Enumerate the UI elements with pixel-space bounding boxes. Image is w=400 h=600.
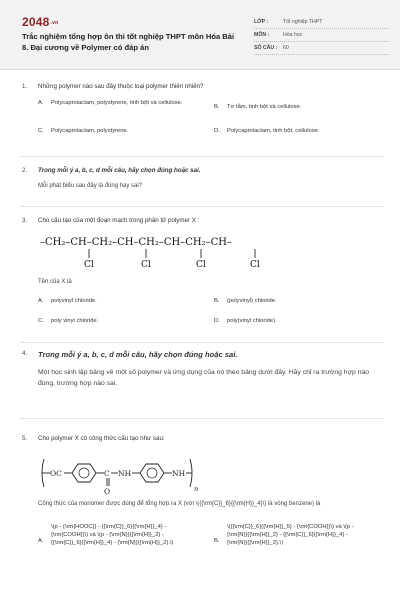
question-1: 1. Những polymer nào sau đây thuộc loại polymer thiên nhiên? A. Polycaprolactam, polystyrene, tinh bột và cellulose. B. Tơ tằm, tinh bột và cellulose. C. Polycaprolactam, polystyrene. D. Polycaprolactam, tinh bột, cellulose. [22, 82, 384, 143]
group-label: OC [50, 469, 62, 478]
divider [20, 342, 384, 343]
question-1-options [38, 99, 384, 143]
option-c[interactable]: C. poly vinyl chloride. [38, 318, 99, 324]
option-a[interactable]: A. polyvinyl chloride. [38, 298, 97, 304]
group-label: C [104, 469, 110, 478]
option-b[interactable]: B. \({{\rm{C}}_6}{{\rm{H}}_5} - {\rm{COOH}}\) và \(p - {\rm{N}}{{\rm{H}}_2} - {{\rm{C}}_6}{{\rm{H}}_4} - {\rm{N}}{{\rm{H}}_2}.\) [214, 524, 354, 546]
question-5-options [38, 523, 384, 571]
group-label: NH [172, 469, 186, 478]
chlorine-label: Cl [84, 260, 94, 270]
chlorine-label: Cl [141, 260, 151, 270]
formula-main-chain: –CH₂–CH–CH₂–CH–CH₂–CH–CH₂–CH– [40, 237, 233, 248]
divider [20, 418, 384, 419]
polymer-x-structure [38, 445, 384, 497]
divider [20, 206, 384, 207]
meta-row-class: LỚP : Tốt nghiệp THPT [254, 16, 389, 29]
question-4: 4. Trong mỗi ý a, b, c, d mỗi câu, hãy chọn đúng hoặc sai. Một học sinh lập bảng về một số polymer và ứng dụng của nó theo bảng dưới đây. Hãy chỉ ra trường hợp nào đúng, trường hợp nào sai. [22, 350, 370, 387]
option-c[interactable]: C. Polycaprolactam, polystyrene. [38, 128, 129, 134]
question-list [0, 70, 400, 600]
document-title: Trắc nghiệm tổng hợp ôn thi tốt nghiệp THPT môn Hóa Bài 8. Đại cương về Polymer có đáp án [22, 32, 235, 52]
meta-row-count: SỐ CÂU : 60 [254, 42, 389, 55]
question-3-options [38, 297, 384, 323]
benzene-ring [72, 464, 96, 482]
chlorine-label: Cl [250, 260, 260, 270]
group-label: O [104, 487, 111, 496]
option-a[interactable]: A. Polycaprolactam, polystyrene, tinh bột và cellulose. [38, 100, 183, 106]
chlorine-label: Cl [196, 260, 206, 270]
divider [20, 156, 384, 157]
option-d[interactable]: D. poly(vinyl chloride). [214, 318, 277, 324]
option-b[interactable]: B. Tơ tằm, tinh bột và cellulose. [214, 104, 302, 110]
option-b[interactable]: B. (polyvinyl) chloride. [214, 298, 277, 304]
pvc-structure-formula [38, 229, 384, 275]
benzene-ring [140, 464, 164, 482]
page-header [0, 0, 400, 70]
question-2: 2. Trong mỗi ý a, b, c, d mỗi câu, hãy chọn đúng hoặc sai. Mỗi phát biểu sau đây là đúng hay sai? [22, 167, 201, 189]
meta-row-subject: MÔN : Hóa học [254, 29, 389, 42]
site-logo[interactable]: 2048.vn [22, 15, 59, 29]
question-5: 5. Cho polymer X có công thức cấu tạo như sau: OC C O NH NH n Công thức của monomer được dùng để tổng hợp ra X (với \({{\rm{C}}_6}{{\rm{H}}_4}\) là vòng benzene) là A. \(p - {\rm{HOOC}} - {{\rm{C}}_6}{{\rm{H}}_4} - {\rm{COOH}}\) và \(p - {\rm{N}}{{\rm{H}}_2} - {{\rm{C}}_6}{{\rm{H}}_4} - {\rm{N}}{{\rm{H}}_2}.\) B. \({{\rm{C}}_6}{{\rm{H}}_5} - {\rm{COOH}}\) và \(p - {\rm{N}}{{\rm{H}}_2} - {{\rm{C}}_6}{{\rm{H}}_4} - {\rm{N}}{{\rm{H}}_2}.\) [22, 434, 384, 571]
repeat-index: n [194, 485, 199, 493]
question-3: 3. Cho cấu tạo của một đoạn mạch trong phân tử polymer X : –CH₂–CH–CH₂–CH–CH₂–CH–CH₂–CH– Cl Cl Cl Cl Tên của X là A. polyvinyl chloride. B. (polyvinyl) chloride. C. poly vinyl chloride. D. poly(vinyl chloride). [22, 216, 384, 323]
option-a[interactable]: A. \(p - {\rm{HOOC}} - {{\rm{C}}_6}{{\rm{H}}_4} - {\rm{COOH}}\) và \(p - {\rm{N}}{{\rm{H}}_2} - {{\rm{C}}_6}{{\rm{H}}_4} - {\rm{N}}{{\rm{H}}_2}.\) [38, 524, 174, 546]
document-meta [254, 16, 389, 55]
option-d[interactable]: D. Polycaprolactam, tinh bột, cellulose. [214, 128, 320, 134]
group-label: NH [118, 469, 132, 478]
